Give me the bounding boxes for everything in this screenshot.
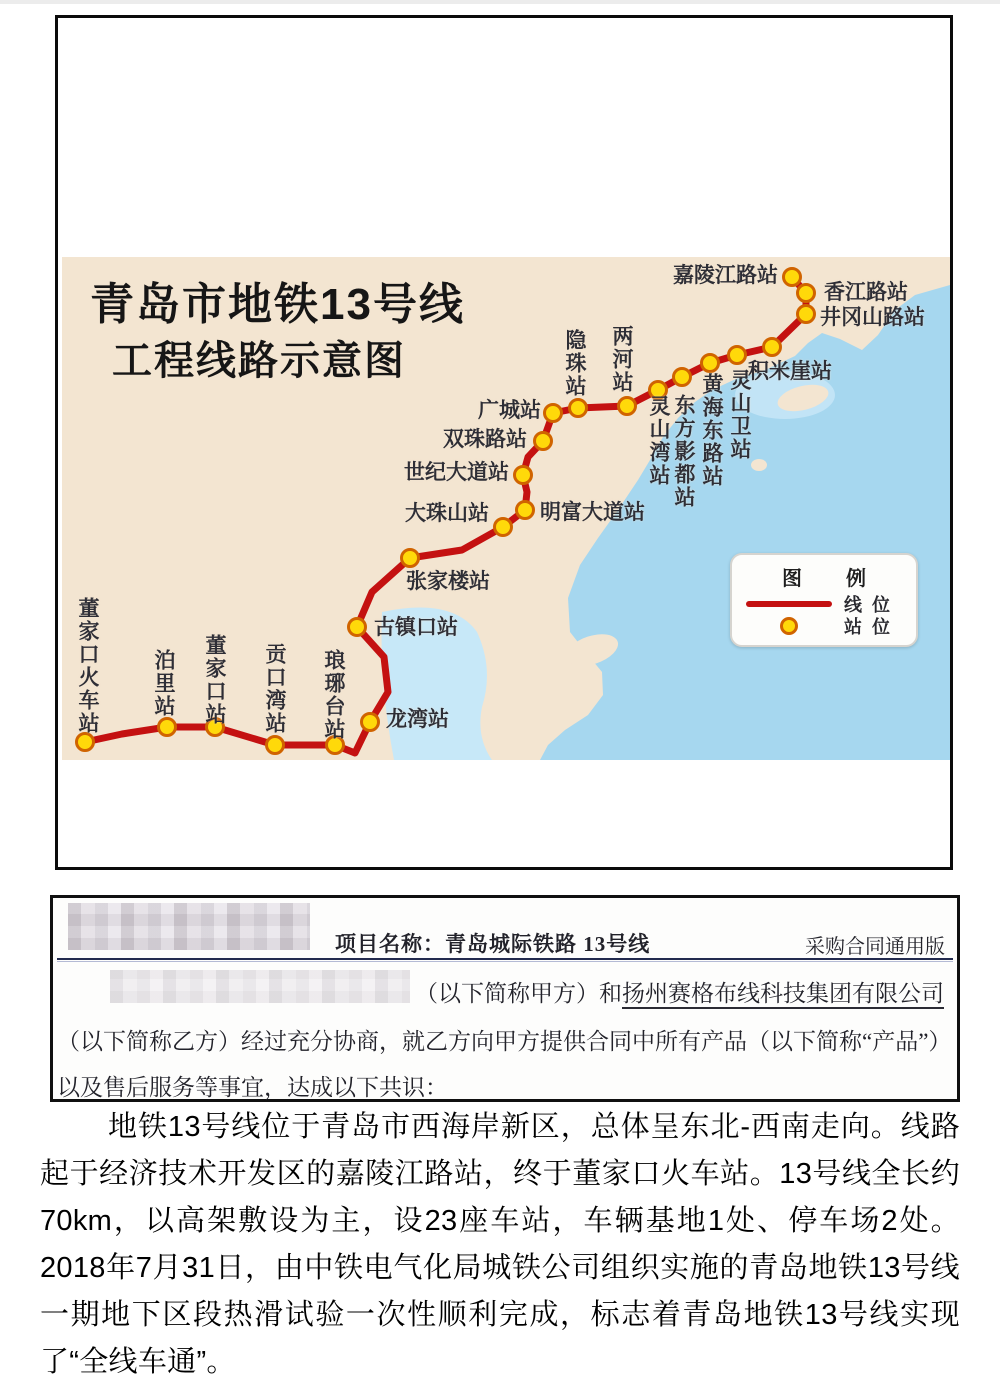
station-label: 琅琊台站: [322, 649, 346, 741]
map-title-line2: 工程线路示意图: [112, 339, 406, 384]
station-dot: [402, 550, 419, 567]
station-dot: [515, 467, 532, 484]
party-a-text: （以下简称甲方）和: [415, 981, 622, 1006]
contract-parties-line: [415, 975, 944, 1008]
station-dot: [517, 502, 534, 519]
station-dot: [570, 400, 587, 417]
station-label: 灵山卫站: [728, 369, 752, 461]
station-label: 董家口站: [203, 634, 227, 726]
station-dot: [362, 714, 379, 731]
station-label: 双珠路站: [443, 428, 527, 451]
map-legend: [730, 553, 918, 647]
station-label: 积米崖站: [748, 360, 832, 383]
station-label: 贡口湾站: [263, 643, 287, 735]
station-dot: [77, 734, 94, 751]
legend-line-label: 线位: [844, 594, 900, 615]
station-dot: [349, 619, 366, 636]
legend-title-char: 例: [846, 568, 866, 590]
station-label: 两河站: [610, 325, 634, 394]
legend-dot-sample: [780, 617, 798, 635]
station-dot: [619, 398, 636, 415]
station-dot: [784, 269, 801, 286]
station-label: 龙湾站: [386, 708, 449, 731]
station-label: 大珠山站: [405, 502, 489, 525]
station-label: 广城站: [478, 399, 541, 422]
station-label: 嘉陵江路站: [673, 264, 778, 287]
station-dot: [798, 285, 815, 302]
legend-row-line: [744, 594, 904, 614]
station-dot: [798, 306, 815, 323]
station-dot: [764, 339, 781, 356]
station-label: 张家楼站: [406, 570, 490, 593]
station-label: 灵山湾站: [647, 395, 671, 487]
station-dot: [495, 519, 512, 536]
legend-station-label: 站位: [844, 617, 900, 637]
station-label: 世纪大道站: [404, 461, 509, 484]
station-label: 隐珠站: [563, 329, 587, 398]
contract-body-line2: 以及售后服务等事宜，达成以下共识：: [57, 1075, 448, 1100]
island: [751, 459, 767, 471]
contract-divider-shadow: [57, 961, 953, 962]
metro-route-map: [62, 257, 950, 760]
contract-scan: [50, 895, 960, 1102]
map-figure-frame: [55, 15, 953, 870]
legend-line-sample-wrap: [744, 601, 834, 607]
contract-divider: [57, 958, 953, 960]
map-title: [90, 279, 465, 384]
party-b-name: 扬州赛格布线科技集团有限公司: [622, 981, 944, 1009]
station-label: 泊里站: [152, 649, 176, 718]
legend-dot-sample-wrap: [744, 617, 834, 635]
station-label: 井冈山路站: [820, 306, 925, 329]
redacted-block: [110, 970, 410, 1003]
station-label: 黄海东路站: [700, 373, 724, 488]
legend-line-sample: [746, 601, 832, 607]
page-top-strip: [0, 0, 1000, 4]
station-dot: [702, 355, 719, 372]
station-dot: [674, 369, 691, 386]
legend-row-station: [744, 616, 904, 636]
contract-body-line1: （以下简称乙方）经过充分协商，就乙方向甲方提供合同中所有产品（以下简称“产品”）: [57, 1029, 952, 1054]
legend-title-char: 图: [782, 568, 802, 590]
legend-title: [744, 562, 904, 591]
station-dot: [535, 433, 552, 450]
station-dot: [545, 405, 562, 422]
station-dot: [159, 719, 176, 736]
station-label: 东方影都站: [672, 394, 696, 509]
contract-project-name: 项目名称：青岛城际铁路 13号线: [335, 932, 651, 956]
article-paragraph: 地铁13号线位于青岛市西海岸新区，总体呈东北-西南走向。线路起于经济技术开发区的嘉陵江路站，终于董家口火车站。13号线全长约70km，以高架敷设为主，设23座车站，车辆基地1处、停车场2处。2018年7月31日，由中铁电气化局城铁公司组织实施的青岛地铁13号线一期地下区段热滑试验一次性顺利完成，标志着青岛地铁13号线实现了“全线车通”。: [40, 1111, 960, 1378]
station-label: 香江路站: [824, 281, 908, 304]
station-label: 董家口火车站: [76, 597, 100, 735]
map-title-line1: 青岛市地铁13号线: [90, 280, 465, 329]
station-label: 明富大道站: [540, 501, 645, 524]
station-dot: [729, 347, 746, 364]
contract-version-label: 采购合同通用版: [805, 936, 945, 958]
redacted-block: [68, 903, 310, 950]
station-label: 古镇口站: [374, 616, 458, 639]
station-dot: [267, 737, 284, 754]
